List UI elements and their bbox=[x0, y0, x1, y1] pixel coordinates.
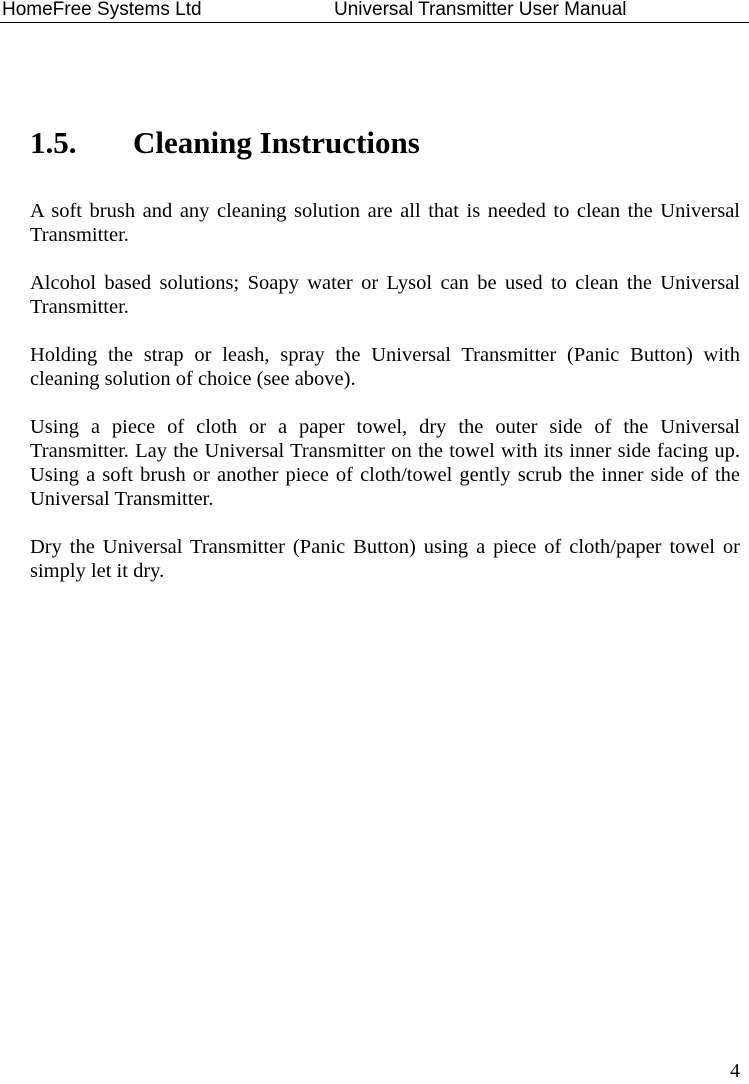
section-heading bbox=[30, 124, 420, 162]
paragraph-cleaning-supplies: A soft brush and any cleaning solution are all that is needed to clean the Universal Transmitter. bbox=[30, 200, 740, 246]
paragraph-dry-instructions: Dry the Universal Transmitter (Panic Button) using a piece of cloth/paper towel or simply let it dry. bbox=[30, 536, 740, 582]
paragraph-spray-instructions: Holding the strap or leash, spray the Universal Transmitter (Panic Button) with cleaning solution of choice (see above). bbox=[30, 344, 740, 390]
page-header bbox=[0, 0, 749, 23]
paragraph-cleaning-solutions: Alcohol based solutions; Soapy water or Lysol can be used to clean the Universal Transmitter. bbox=[30, 272, 740, 318]
header-manual-title: Universal Transmitter User Manual bbox=[334, 0, 627, 20]
header-company-name: HomeFree Systems Ltd bbox=[2, 0, 202, 20]
paragraph-scrub-instructions: Using a piece of cloth or a paper towel, dry the outer side of the Universal Transmitter. Lay the Universal Transmitter on the towel with its inner side facing up. Using a soft brush or another piece of cloth/towel gently scrub the inner side of the Universal Transmitter. bbox=[30, 416, 740, 510]
section-number: 1.5. bbox=[30, 125, 77, 160]
page-number: 4 bbox=[730, 1060, 740, 1082]
body-content bbox=[30, 199, 740, 607]
section-title: Cleaning Instructions bbox=[133, 125, 420, 160]
